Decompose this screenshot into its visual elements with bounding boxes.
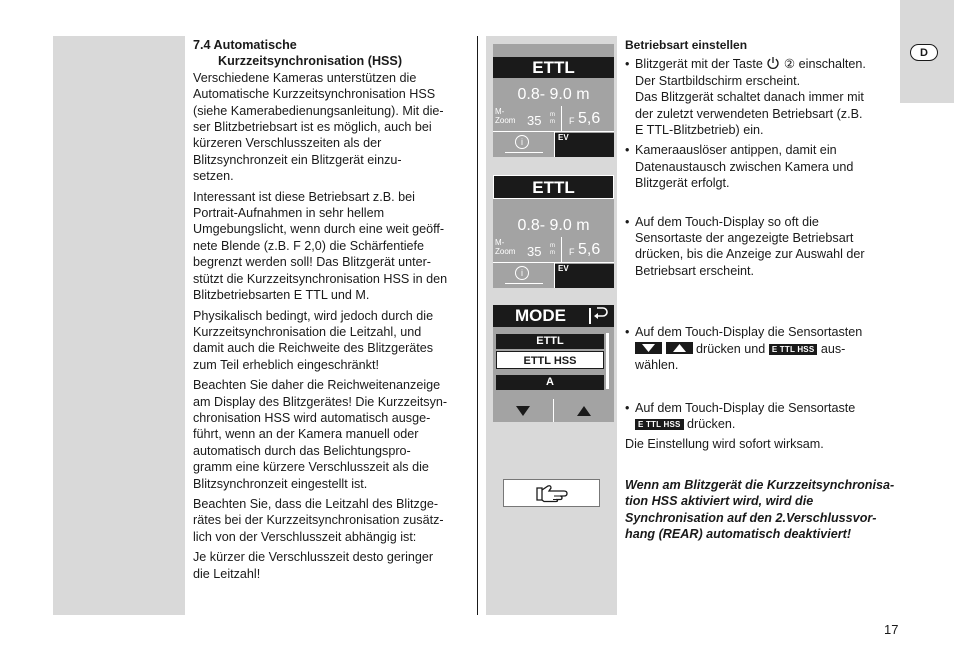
instruction-step: • Auf dem Touch-Display so oft die Sensortaste der angezeigte Betriebsart drücken, bis die Anzeige zur Auswahl der Betriebsart erscheint. xyxy=(625,214,897,280)
display-range: 0.8- 9.0 m xyxy=(517,86,590,103)
zoom-value: 35 xyxy=(527,244,542,259)
flash-display-mode-menu xyxy=(493,305,614,422)
aperture-label: F xyxy=(569,247,575,257)
display-mode-title: ETTL xyxy=(493,57,614,78)
mode-list xyxy=(493,327,614,399)
column-divider xyxy=(477,36,478,615)
zoom-unit: m xyxy=(550,119,555,125)
ev-label: EV xyxy=(558,133,569,142)
ev-label: EV xyxy=(558,264,569,273)
mode-menu-header xyxy=(493,305,614,327)
info-icon: i xyxy=(515,135,529,149)
mode-option-ettl-hss[interactable]: ETTL HSS xyxy=(496,351,604,369)
instruction-step: • Kameraauslöser antippen, damit ein Datenaustausch zwischen Kamera und Blitzgerät erfolgt. xyxy=(625,142,897,191)
right-column xyxy=(625,37,897,542)
down-key-icon xyxy=(635,342,662,354)
ettl-hss-key-label: E TTL HSS xyxy=(769,344,818,355)
instruction-step: • Auf dem Touch-Display die Sensortasten drücken und E TTL HSS aus- wählen. xyxy=(625,324,897,373)
circled-number: ② xyxy=(783,57,796,72)
ettl-hss-key-label: E TTL HSS xyxy=(635,419,684,430)
mode-menu-title: MODE xyxy=(515,306,566,325)
aperture-value: 5,6 xyxy=(578,241,601,258)
zoom-unit: m xyxy=(550,112,555,118)
display-mode-title[interactable]: ETTL xyxy=(493,175,614,199)
display-softkeys xyxy=(493,132,614,157)
zoom-label: M- xyxy=(495,107,505,116)
info-softkey[interactable] xyxy=(493,132,554,157)
paragraph: Verschiedene Kameras unterstützen die Automatische Kurzzeitsynchronisation HSS (siehe Kamerabedienungsanleitung). Mit die- ser Blitzbetriebsart ist es möglich, auch bei kürzeren Verschlusszeiten als der Blitzsynchronzeit ein Blitzgerät einzu- setzen. xyxy=(193,70,444,184)
aperture-value: 5,6 xyxy=(578,110,601,127)
section-heading: 7.4 Automatische xyxy=(193,38,297,52)
paragraph: Physikalisch bedingt, wird jedoch durch die Kurzzeitsynchronisation die Leitzahl, und damit auch die Reichweite des Blitzgerätes zum Teil erheblich eingeschränkt! xyxy=(193,308,434,372)
zoom-label: Zoom xyxy=(495,247,516,256)
ev-softkey[interactable] xyxy=(555,263,614,288)
display-softkeys xyxy=(493,263,614,288)
mode-option-ettl[interactable]: ETTL xyxy=(496,334,604,349)
power-icon xyxy=(766,56,780,70)
triangle-up-icon xyxy=(577,406,591,416)
mode-list-scrollbar[interactable] xyxy=(606,333,609,389)
zoom-label: M- xyxy=(495,238,505,247)
instruction-step: • Blitzgerät mit der Taste ② einschalten. Der Startbildschirm erscheint. Das Blitzgerät schaltet danach immer mit der zuletzt verwendeten Betriebsart (z.B. E TTL-Blitzbetrieb) ein. xyxy=(625,56,897,138)
flash-display-mode-key xyxy=(493,175,614,288)
display-info-row xyxy=(493,237,614,263)
display-info-row xyxy=(493,106,614,132)
aperture-label: F xyxy=(569,116,575,126)
page-number: 17 xyxy=(884,622,899,637)
paragraph: Interessant ist diese Betriebsart z.B. bei Portrait-Aufnahmen in sehr hellem Umgebungslicht, wenn durch eine weit geöff- nete Blende (z.B. F 2,0) die Schärfentiefe begrenzt werden soll! Das Blitzgerät unter- stützt die Kurzzeitsynchronisation HSS in den Blitzbetriebsarten E TTL und M. xyxy=(193,189,448,303)
section-heading-title: Kurzzeitsynchronisation (HSS) xyxy=(218,54,403,69)
zoom-label: Zoom xyxy=(495,116,516,125)
paragraph: Beachten Sie, dass die Leitzahl des Blitzge- rätes bei der Kurzzeitsynchronisation zusätz- lich von der Verschlusszeit abhängig ist: xyxy=(193,496,444,544)
display-range: 0.8- 9.0 m xyxy=(517,217,590,234)
up-key-icon xyxy=(666,342,693,354)
instruction-step: • Auf dem Touch-Display die Sensortaste E TTL HSS drücken. xyxy=(625,400,897,433)
note-hand-icon xyxy=(503,479,600,507)
scroll-up-button[interactable] xyxy=(554,399,614,422)
paragraph: Je kürzer die Verschlusszeit desto geringer die Leitzahl! xyxy=(193,550,434,581)
left-column xyxy=(193,37,468,586)
mode-menu-softkeys xyxy=(493,399,614,422)
zoom-value: 35 xyxy=(527,113,542,128)
note-text: Wenn am Blitzgerät die Kurzzeitsynchronisa- tion HSS aktiviert wird, wird die Synchronisation auf den 2.Verschlussvor- hang (REAR) automatisch deaktiviert! xyxy=(625,477,895,541)
result-text: Die Einstellung wird sofort wirksam. xyxy=(625,437,824,452)
subsection-heading: Betriebsart einstellen xyxy=(625,38,748,52)
zoom-unit: m xyxy=(550,243,555,249)
paragraph: Beachten Sie daher die Reichweitenanzeige am Display des Blitzgerätes! Die Kurzzeitsyn- chronisation HSS wird automatisch ausge- führt, wenn an der Kamera manuell oder automatisch durch das Belichtungspro- gramm eine kürzere Verschlusszeit als die Blitzsynchronzeit eingestellt ist. xyxy=(193,378,448,491)
flash-display-start-screen xyxy=(493,44,614,157)
info-icon: i xyxy=(515,266,529,280)
zoom-unit: m xyxy=(550,250,555,256)
scroll-down-button[interactable] xyxy=(493,399,553,422)
left-margin-band xyxy=(53,36,185,615)
mode-option-a[interactable]: A xyxy=(496,375,604,390)
ev-softkey[interactable] xyxy=(555,132,614,157)
language-badge: D xyxy=(910,44,938,61)
info-softkey[interactable] xyxy=(493,263,554,288)
triangle-down-icon xyxy=(516,406,530,416)
